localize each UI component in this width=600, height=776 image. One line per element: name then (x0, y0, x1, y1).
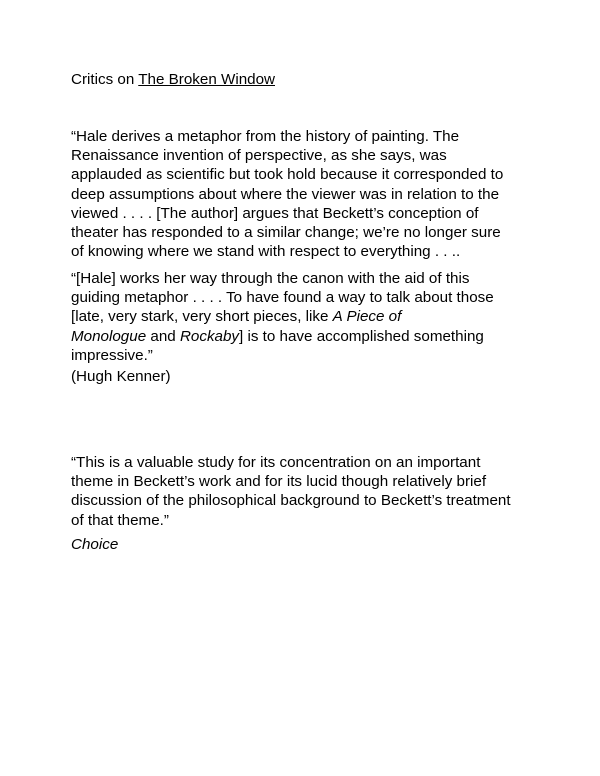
quote-line: of that theme.” (71, 511, 169, 529)
kenner-attribution: (Hugh Kenner) (71, 368, 171, 385)
quote-line: “Hale derives a metaphor from the history of painting. The (71, 128, 460, 145)
quote-text: and (146, 327, 180, 345)
choice-attribution: Choice (71, 536, 119, 553)
quote-line: impressive.” (71, 346, 153, 364)
page-heading (71, 70, 275, 89)
work-title-monologue: Monologue (71, 327, 147, 345)
quote-line: deep assumptions about where the viewer was in relation to the (71, 185, 500, 203)
quote-line: theme in Beckett’s work and for its lucid though relatively brief (71, 473, 487, 491)
kenner-quote-paragraph-2 (71, 269, 541, 365)
quote-text: ] is to have accomplished something (239, 327, 484, 345)
kenner-quote-paragraph-1 (71, 127, 541, 261)
choice-quote-paragraph (71, 453, 541, 530)
quote-line: of knowing where we stand with respect to everything . . .. (71, 243, 461, 261)
quote-line (71, 307, 541, 326)
quote-line: “This is a valuable study for its concentration on an important (71, 454, 481, 471)
work-title-rockaby: Rockaby (179, 327, 240, 345)
quote-line: “[Hale] works her way through the canon with the aid of this (71, 270, 470, 287)
quote-text: [late, very stark, very short pieces, like (71, 308, 333, 326)
book-title: The Broken Window (138, 71, 275, 88)
quote-line: applauded as scientific but took hold because it corresponded to (71, 166, 504, 184)
work-title-a-piece-of-monologue: A Piece of (332, 308, 402, 326)
quote-line: discussion of the philosophical background to Beckett’s treatment (71, 492, 511, 510)
quote-line: theater has responded to a similar change; we’re no longer sure (71, 224, 501, 242)
quote-line (71, 327, 541, 346)
heading-prefix: Critics on (71, 71, 139, 88)
quote-line: guiding metaphor . . . . To have found a way to talk about those (71, 289, 494, 307)
quote-line: viewed . . . . [The author] argues that Beckett’s conception of (71, 204, 479, 222)
quote-line: Renaissance invention of perspective, as she says, was (71, 147, 447, 165)
